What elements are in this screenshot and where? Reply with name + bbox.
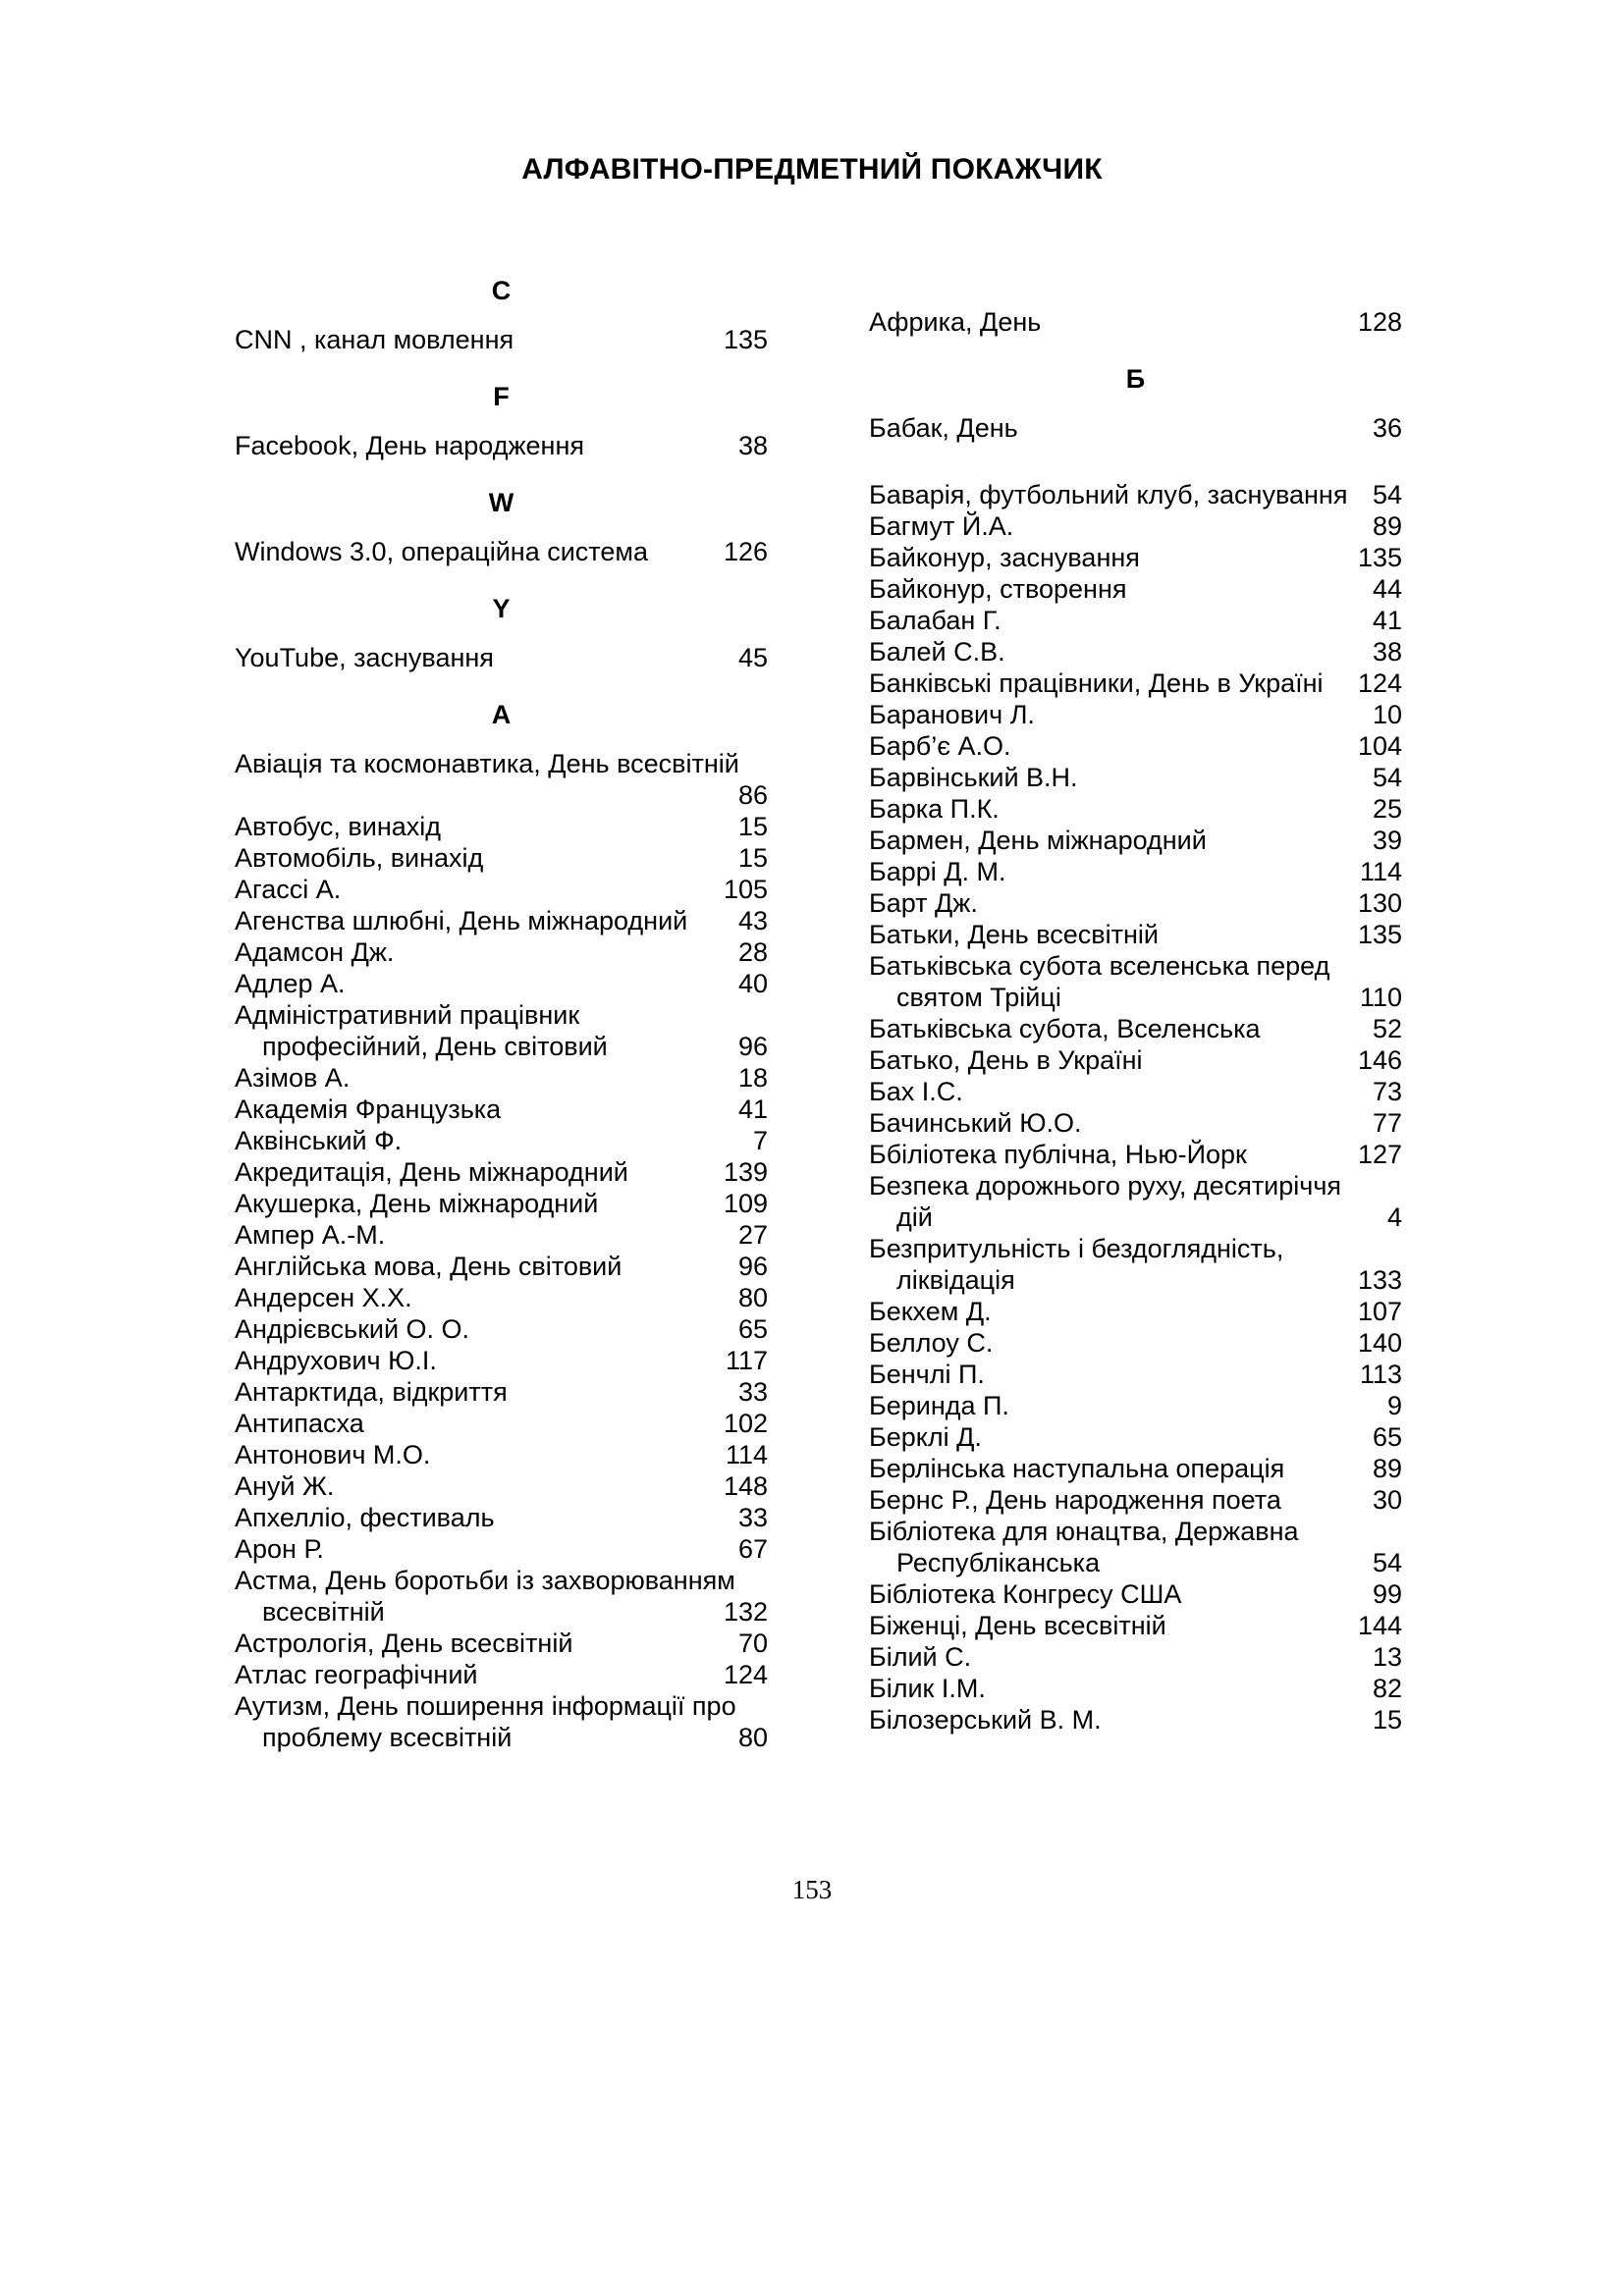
entry-page-number: 110 (1359, 983, 1402, 1012)
entry-page-number: 52 (1372, 1014, 1402, 1043)
entry-page-number: 133 (1357, 1265, 1402, 1295)
entry-term: Андерсен Х.Х. (235, 1283, 412, 1312)
index-entry (869, 1170, 1402, 1233)
entry-page-number: 135 (723, 325, 768, 354)
entry-page-number: 113 (1359, 1360, 1402, 1389)
index-entry (235, 1282, 768, 1313)
entry-term: Бах І.С. (869, 1077, 963, 1106)
entry-page-number: 89 (1372, 511, 1402, 541)
index-entry (235, 430, 768, 461)
entry-page-number: 43 (737, 906, 768, 935)
entry-term-continuation: Республіканська (896, 1548, 1101, 1577)
index-entry (869, 793, 1402, 825)
entry-term: Батько, День в Україні (869, 1045, 1143, 1075)
entry-term: Аутизм, День поширення інформації про (235, 1691, 736, 1721)
entry-term: Апхелліо, фестиваль (235, 1503, 495, 1532)
entry-page-number: 9 (1386, 1391, 1402, 1420)
index-entry (235, 968, 768, 999)
entry-term: Баррі Д. М. (869, 857, 1006, 886)
index-entry (869, 1484, 1402, 1516)
entry-page-number: 45 (737, 643, 768, 672)
entry-page-number: 146 (1357, 1045, 1402, 1075)
entry-term: Адлер А. (235, 969, 346, 998)
entry-page-number: 65 (1372, 1422, 1402, 1452)
index-entry (235, 1062, 768, 1094)
entry-term: YouTube, заснування (235, 643, 494, 672)
entry-page-number: 38 (737, 431, 768, 460)
entry-term: Безпека дорожнього руху, десятиріччя (869, 1171, 1342, 1201)
entry-term: Бенчлі П. (869, 1360, 985, 1389)
entry-page-number: 96 (737, 1252, 768, 1281)
entry-term: Безпритульність і бездоглядність, (869, 1234, 1284, 1263)
entry-page-number: 33 (737, 1377, 768, 1407)
index-entry (869, 306, 1402, 338)
entry-page-number: 117 (725, 1346, 768, 1375)
index-entry (869, 699, 1402, 730)
index-entry (235, 642, 768, 673)
entry-page-number: 148 (723, 1471, 768, 1501)
entry-term: Бекхем Д. (869, 1297, 992, 1326)
index-entry (869, 1453, 1402, 1484)
index-entry (869, 542, 1402, 573)
entry-term: Андрієвський О. О. (235, 1314, 470, 1344)
entry-page-number: 44 (1372, 574, 1402, 604)
entry-page-number: 28 (737, 937, 768, 967)
entry-page-number: 38 (1372, 637, 1402, 667)
entry-page-number: 130 (1357, 888, 1402, 918)
entry-term: Арон Р. (235, 1534, 324, 1564)
entry-page-number: 86 (737, 780, 768, 810)
entry-term: Батьківська субота вселенська перед (869, 951, 1330, 981)
entry-term: Банківські працівники, День в Україні (869, 668, 1324, 698)
entry-page-number: 99 (1372, 1579, 1402, 1609)
entry-page-number: 4 (1386, 1202, 1402, 1232)
entry-page-number: 36 (1372, 413, 1402, 443)
entry-page-number: 124 (1357, 668, 1402, 698)
entry-term: Астрологія, День всесвітній (235, 1629, 573, 1658)
entry-page-number: 7 (752, 1126, 768, 1155)
entry-term: Атлас географічний (235, 1660, 478, 1689)
index-entry (235, 999, 768, 1062)
index-column-right (869, 306, 1402, 1735)
index-entry (869, 1673, 1402, 1704)
index-entry (235, 1156, 768, 1188)
entry-page-number: 13 (1372, 1642, 1402, 1672)
index-entry (235, 1690, 768, 1753)
entry-term: Байконур, створення (869, 574, 1127, 604)
index-entry (869, 1296, 1402, 1327)
entry-term-continuation: проблему всесвітній (262, 1723, 513, 1752)
entry-page-number: 82 (1372, 1674, 1402, 1703)
entry-term: Біженці, День всесвітній (869, 1611, 1166, 1640)
entry-term: Агенства шлюбні, День міжнародний (235, 906, 688, 935)
entry-page-number: 27 (737, 1220, 768, 1250)
entry-page-number: 114 (725, 1440, 768, 1469)
entry-page-number: 33 (737, 1503, 768, 1532)
index-entry (235, 1408, 768, 1439)
entry-term: Батьки, День всесвітній (869, 920, 1160, 949)
index-entry (869, 1107, 1402, 1139)
entry-term: Адамсон Дж. (235, 937, 395, 967)
entry-term: Автобус, винахід (235, 812, 442, 841)
entry-page-number: 25 (1372, 794, 1402, 824)
entry-page-number: 54 (1372, 763, 1402, 792)
entry-term-continuation: всесвітній (262, 1597, 385, 1627)
entry-term: Антипасха (235, 1409, 364, 1438)
entry-page-number: 114 (1359, 857, 1402, 886)
index-entry (235, 1376, 768, 1408)
entry-page-number: 54 (1372, 1548, 1402, 1577)
entry-term: Беллоу С. (869, 1328, 994, 1358)
entry-term: CNN , канал мовлення (235, 325, 514, 354)
index-entry (869, 1327, 1402, 1359)
entry-page-number: 40 (737, 969, 768, 998)
entry-term: Бачинський Ю.О. (869, 1108, 1082, 1138)
entry-term: Беринда П. (869, 1391, 1009, 1420)
index-entry (235, 905, 768, 936)
entry-term: Аквінський Ф. (235, 1126, 403, 1155)
index-entry (235, 1533, 768, 1565)
entry-term: Барка П.К. (869, 794, 1000, 824)
entry-term: Берклі Д. (869, 1422, 982, 1452)
entry-page-number: 30 (1372, 1485, 1402, 1515)
entry-term: Бармен, День міжнародний (869, 826, 1207, 855)
section-letter: W (488, 488, 514, 517)
entry-term: Балабан Г. (869, 606, 1001, 635)
entry-term: Агассі А. (235, 875, 342, 904)
section-letter: F (493, 382, 510, 411)
entry-page-number: 139 (723, 1157, 768, 1187)
index-entry (235, 1188, 768, 1219)
index-entry (869, 950, 1402, 1013)
entry-page-number: 15 (737, 812, 768, 841)
index-entry (869, 856, 1402, 887)
index-entry (235, 1313, 768, 1345)
entry-term-continuation: професійний, День світовий (262, 1032, 608, 1061)
entry-term: Антонович М.О. (235, 1440, 431, 1469)
section-letter: C (491, 276, 512, 305)
entry-page-number: 77 (1372, 1108, 1402, 1138)
entry-term: Африка, День (869, 307, 1042, 337)
entry-term: Бібліотека Конгресу США (869, 1579, 1182, 1609)
index-entry (869, 1013, 1402, 1044)
entry-page-number: 67 (737, 1534, 768, 1564)
entry-term-continuation: святом Трійці (896, 983, 1061, 1012)
entry-term: Англійська мова, День світовий (235, 1252, 623, 1281)
entry-term: Барт Дж. (869, 888, 978, 918)
entry-term: Азімов А. (235, 1063, 351, 1093)
index-entry (869, 825, 1402, 856)
entry-term: Білий С. (869, 1642, 972, 1672)
index-entry (869, 667, 1402, 699)
entry-term: Ануй Ж. (235, 1471, 335, 1501)
index-entry (869, 1044, 1402, 1076)
index-entry (235, 1219, 768, 1251)
index-entry (235, 1470, 768, 1502)
index-entry (869, 1421, 1402, 1453)
section-letter: Б (1125, 364, 1146, 394)
entry-term: Акредитація, День міжнародний (235, 1157, 628, 1187)
entry-term: Акушерка, День міжнародний (235, 1189, 599, 1218)
index-entry (235, 1251, 768, 1282)
entry-term: Ампер А.-М. (235, 1220, 386, 1250)
entry-page-number: 41 (1372, 606, 1402, 635)
entry-term: Адміністративний працівник (235, 1000, 580, 1030)
entry-page-number: 128 (1357, 307, 1402, 337)
entry-term: Бернс Р., День народження поета (869, 1485, 1281, 1515)
index-entry (869, 510, 1402, 542)
index-entry (869, 730, 1402, 762)
index-entry (869, 1641, 1402, 1673)
index-entry (869, 1139, 1402, 1170)
index-entry (869, 1359, 1402, 1390)
entry-term: Балей С.В. (869, 637, 1005, 667)
index-entry (869, 1233, 1402, 1296)
index-entry (869, 1704, 1402, 1735)
index-entry (869, 1516, 1402, 1578)
entry-page-number: 10 (1372, 700, 1402, 729)
index-entry (235, 874, 768, 905)
entry-page-number: 89 (1372, 1454, 1402, 1483)
entry-page-number: 39 (1372, 826, 1402, 855)
entry-page-number: 102 (723, 1409, 768, 1438)
index-entry (869, 605, 1402, 636)
entry-term: Бабак, День (869, 413, 1018, 443)
index-entry (235, 936, 768, 968)
entry-term-continuation: ліквідація (896, 1265, 1015, 1295)
index-entry (869, 1076, 1402, 1107)
entry-term: Ббіліотека публічна, Нью-Йорк (869, 1140, 1247, 1169)
index-entry (235, 1502, 768, 1533)
entry-term: Facebook, День народження (235, 431, 584, 460)
entry-page-number: 18 (737, 1063, 768, 1093)
index-entry (235, 811, 768, 842)
index-column-left (235, 275, 768, 1753)
index-entry (235, 1345, 768, 1376)
index-entry (869, 762, 1402, 793)
entry-page-number: 65 (737, 1314, 768, 1344)
index-entry (235, 842, 768, 874)
entry-term: Windows 3.0, операційна система (235, 537, 648, 566)
entry-page-number: 107 (1357, 1297, 1402, 1326)
index-entry (869, 479, 1402, 510)
entry-page-number: 135 (1357, 543, 1402, 572)
index-entry (235, 1565, 768, 1628)
entry-term: Андрухович Ю.І. (235, 1346, 437, 1375)
index-entry (235, 1094, 768, 1125)
entry-term: Білозерський В. М. (869, 1705, 1102, 1735)
index-entry (235, 1628, 768, 1659)
index-entry (869, 919, 1402, 950)
entry-page-number: 124 (723, 1660, 768, 1689)
index-entry (869, 1610, 1402, 1641)
entry-page-number: 132 (723, 1597, 768, 1627)
entry-term: Бібліотека для юнацтва, Державна (869, 1517, 1299, 1546)
entry-page-number: 73 (1372, 1077, 1402, 1106)
entry-page-number: 54 (1372, 480, 1402, 509)
index-entry (869, 636, 1402, 667)
entry-term: Авіація та космонавтика, День всесвітній (235, 749, 739, 778)
entry-page-number: 127 (1357, 1140, 1402, 1169)
entry-page-number: 80 (737, 1283, 768, 1312)
entry-page-number: 104 (1357, 731, 1402, 761)
index-entry (869, 412, 1402, 444)
entry-term: Баранович Л. (869, 700, 1035, 729)
entry-page-number: 144 (1357, 1611, 1402, 1640)
entry-page-number: 126 (723, 537, 768, 566)
entry-term: Байконур, заснування (869, 543, 1140, 572)
index-entry (869, 887, 1402, 919)
entry-term-continuation: дій (896, 1202, 933, 1232)
entry-term: Антарктида, відкриття (235, 1377, 508, 1407)
index-entry (869, 1390, 1402, 1421)
entry-page-number: 15 (1372, 1705, 1402, 1735)
index-entry (235, 1659, 768, 1690)
entry-page-number: 96 (737, 1032, 768, 1061)
entry-page-number: 15 (737, 843, 768, 873)
entry-page-number: 70 (737, 1629, 768, 1658)
index-entry (869, 573, 1402, 605)
entry-term: Барвінський В.Н. (869, 763, 1078, 792)
section-letter: Y (492, 594, 511, 623)
entry-page-number: 80 (737, 1723, 768, 1752)
entry-term: Баварія, футбольний клуб, заснування (869, 480, 1348, 509)
page-title: АЛФАВІТНО-ПРЕДМЕТНИЙ ПОКАЖЧИК (521, 153, 1103, 186)
entry-page-number: 135 (1357, 920, 1402, 949)
entry-term: Білик І.М. (869, 1674, 986, 1703)
entry-term: Автомобіль, винахід (235, 843, 484, 873)
entry-term: Астма, День боротьби із захворюванням (235, 1566, 735, 1595)
section-letter: А (491, 700, 512, 729)
index-entry (235, 748, 768, 811)
entry-term: Академія Французька (235, 1095, 502, 1124)
index-entry (235, 536, 768, 567)
entry-term: Батьківська субота, Вселенська (869, 1014, 1261, 1043)
entry-term: Багмут Й.А. (869, 511, 1014, 541)
index-entry (235, 1125, 768, 1156)
entry-page-number: 105 (723, 875, 768, 904)
page-number: 153 (791, 1875, 833, 1904)
index-entry (235, 324, 768, 355)
index-entry (869, 1578, 1402, 1610)
entry-term: Берлінська наступальна операція (869, 1454, 1285, 1483)
entry-page-number: 109 (723, 1189, 768, 1218)
entry-term: Барб’є А.О. (869, 731, 1011, 761)
entry-page-number: 140 (1357, 1328, 1402, 1358)
index-entry (235, 1439, 768, 1470)
entry-page-number: 41 (737, 1095, 768, 1124)
